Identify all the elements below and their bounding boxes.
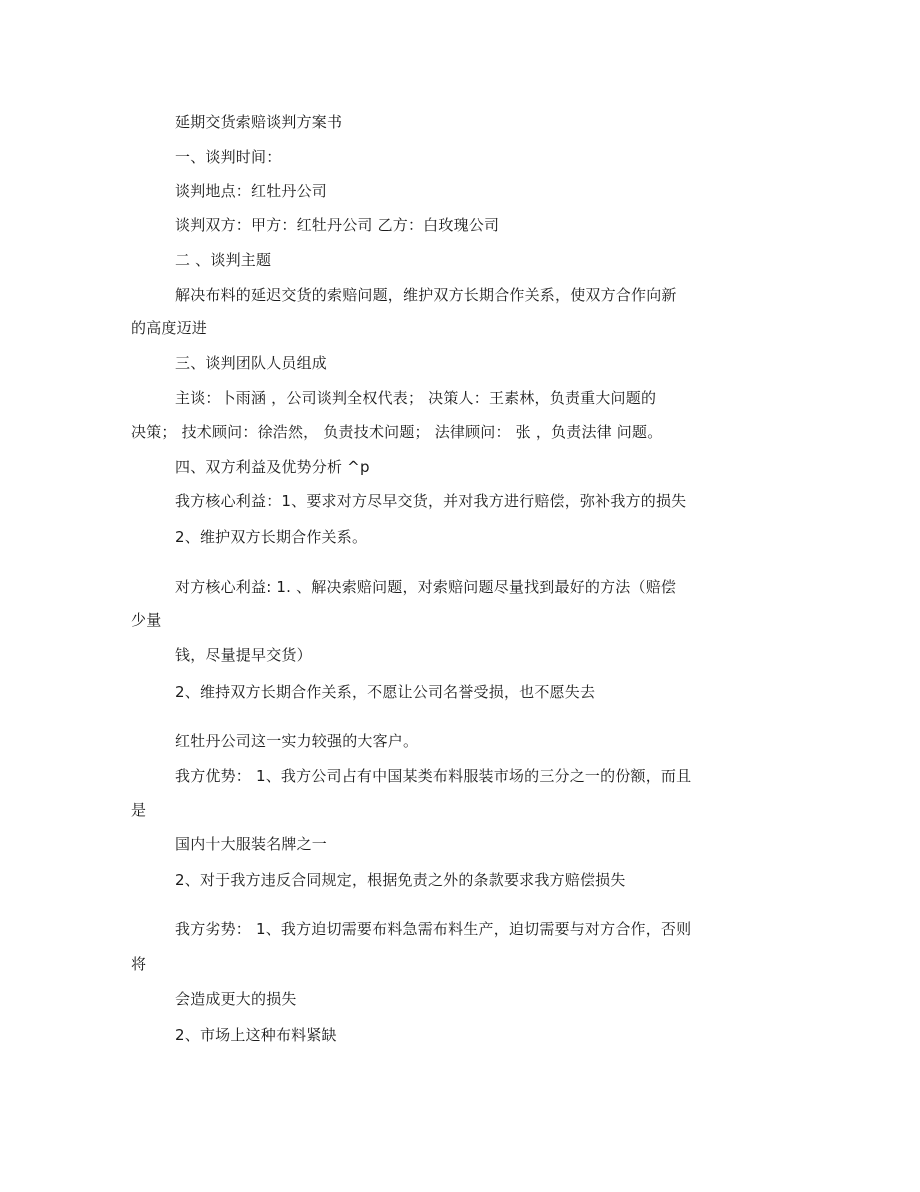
- text-line-location: 谈判地点：红牡丹公司: [175, 182, 328, 200]
- paragraph-our-advantage: 我方优势： 1、我方公司占有中国某类布料服装市场的三分之一的份额，而且: [175, 767, 692, 785]
- paragraph-our-disadvantage-cont: 将: [131, 955, 147, 973]
- list-item-our-advantage-2: 2、对于我方违反合同规定，根据免责之外的条款要求我方赔偿损失: [175, 871, 626, 889]
- paragraph-team: 主谈：卜雨涵 ，公司谈判全权代表； 决策人：王素林，负责重大问题的: [175, 389, 657, 407]
- paragraph-topic-cont: 的高度迈进: [131, 319, 208, 337]
- section-heading-analysis: 四、双方利益及优势分析 ^p: [175, 458, 370, 476]
- paragraph-our-interest: 我方核心利益：1、要求对方尽早交货，并对我方进行赔偿，弥补我方的损失: [175, 492, 687, 510]
- paragraph-their-interest: 对方核心利益: 1. 、解决索赔问题，对索赔问题尽量找到最好的方法（赔偿: [175, 578, 677, 596]
- section-heading-team: 三、谈判团队人员组成: [175, 354, 328, 372]
- paragraph-their-interest-cont: 少量: [131, 611, 162, 629]
- paragraph-topic: 解决布料的延迟交货的索赔问题，维护双方长期合作关系，使双方合作向新: [175, 286, 677, 304]
- list-item-our-disadvantage-2: 2、市场上这种布料紧缺: [175, 1026, 337, 1044]
- paragraph-our-advantage-cont2: 国内十大服装名牌之一: [175, 835, 328, 853]
- document-title: 延期交货索赔谈判方案书: [175, 113, 343, 131]
- section-heading-time: 一、谈判时间：: [175, 148, 282, 166]
- section-heading-topic: 二 、谈判主题: [175, 251, 272, 269]
- paragraph-team-cont: 决策； 技术顾问：徐浩然， 负责技术问题； 法律顾问： 张 ，负责法律 问题。: [131, 423, 663, 441]
- list-item-our-interest-2: 2、维护双方长期合作关系。: [175, 528, 368, 546]
- paragraph-our-disadvantage: 我方劣势： 1、我方迫切需要布料急需布料生产，迫切需要与对方合作，否则: [175, 920, 692, 938]
- paragraph-our-disadvantage-cont2: 会造成更大的损失: [175, 990, 297, 1008]
- list-item-their-interest-2-cont: 红牡丹公司这一实力较强的大客户。: [175, 732, 419, 750]
- paragraph-our-advantage-cont: 是: [131, 801, 147, 819]
- list-item-their-interest-2: 2、维持双方长期合作关系，不愿让公司名誉受损，也不愿失去: [175, 683, 596, 701]
- paragraph-their-interest-cont2: 钱，尽量提早交货）: [175, 646, 312, 664]
- text-line-parties: 谈判双方：甲方：红牡丹公司 乙方：白玫瑰公司: [175, 216, 500, 234]
